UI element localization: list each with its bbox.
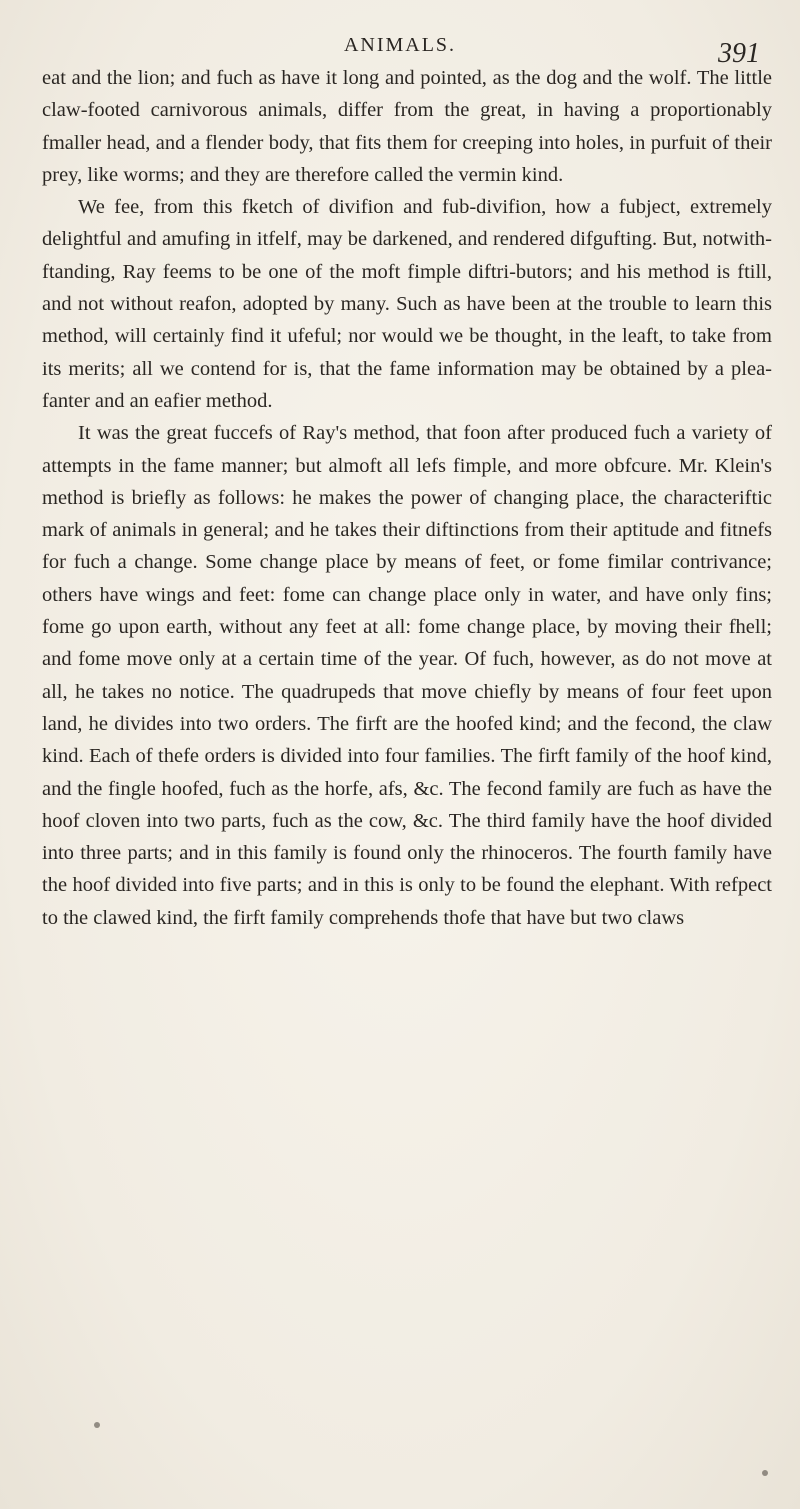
paragraph: It was the great fuccefs of Ray's method, that foon after produced fuch a variety of attempts in the fame manner; but almoft all lefs fimple, and more obfcure. Mr. Klein's method is briefly as follows: he makes the power of changing place, the characteriftic mark of animals in general; and he takes their diftinctions from their aptitude and fitnefs for fuch a change. Some change place by means of feet, or fome fimilar contrivance; others have wings and feet: fome can change place only in water, and have only fins; fome go upon earth, without any feet at all: fome change place, by moving their fhell; and fome move only at a certain time of the year. Of fuch, however, as do not move at all, he takes no notice. The quadrupeds that move chiefly by means of four feet upon land, he divides into two orders. The firft are the hoofed kind; and the fecond, the claw kind. Each of thefe orders is divided into four families. The firft family of the hoof kind, and the fingle hoofed, fuch as the horfe, afs, &c. The fecond family are fuch as have the hoof cloven into two parts, fuch as the cow, &c. The third family have the hoof divided into three parts; and in this family is found only the rhinoceros. The fourth family have the hoof divided into five parts; and in this is only to be found the elephant. With refpect to the clawed kind, the firft family comprehends thofe that have but two claws (42, 422, 772, 929)
running-head: ANIMALS. (343, 34, 457, 56)
page-number: 391 (718, 38, 760, 69)
body-text (42, 62, 772, 934)
ink-speck (94, 1422, 100, 1428)
paragraph: We fee, from this fketch of divifion and fub-divifion, how a fubject, extremely delightful and amufing in itfelf, may be darkened, and rendered difgufting. But, notwith-ftanding, Ray feems to be one of the moft fimple diftri-butors; and his method is ftill, and not without reafon, adopted by many. Such as have been at the trouble to learn this method, will certainly find it ufeful; nor would we be thought, in the leaft, to take from its merits; all we contend for is, that the fame information may be obtained by a plea-fanter and an eafier method. (42, 196, 772, 412)
ink-speck (762, 1470, 768, 1476)
paragraph: eat and the lion; and fuch as have it long and pointed, as the dog and the wolf. The little claw-footed carnivorous animals, differ from the great, in having a proportionably fmaller head, and a flender body, that fits them for creeping into holes, in purfuit of their prey, like worms; and they are therefore called the vermin kind. (42, 67, 772, 186)
page-header (0, 16, 800, 69)
